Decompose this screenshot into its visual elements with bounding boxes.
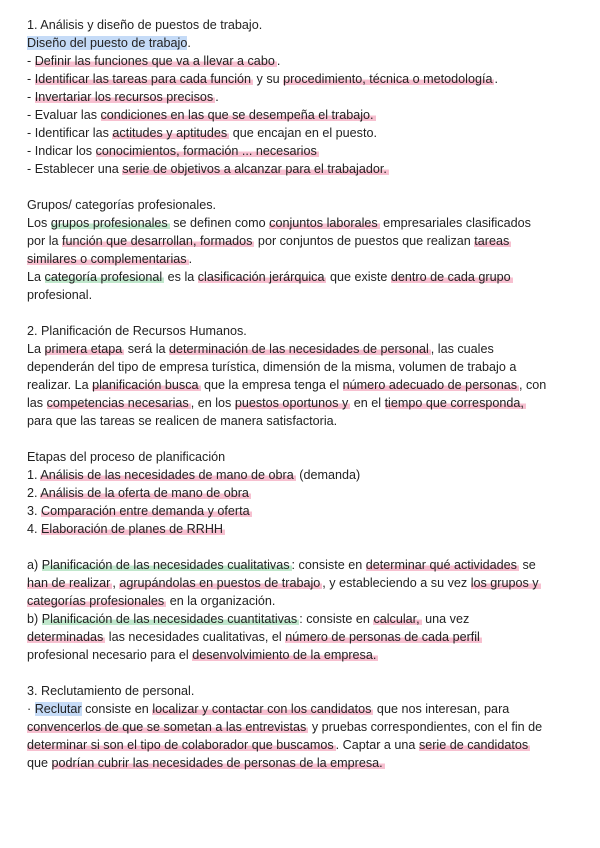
text-line <box>27 214 574 232</box>
highlight-pink: dentro de cada grupo <box>390 270 511 284</box>
highlight-blue: Diseño del puesto de trabajo <box>27 36 188 50</box>
highlight-pink: primera etapa <box>44 342 123 356</box>
text-line <box>27 106 574 124</box>
highlight-pink: función que desarrollan, formados <box>62 234 253 248</box>
text-segment: una vez <box>421 612 470 626</box>
text-segment: · <box>27 702 35 716</box>
highlight-pink: Definir las funciones que va a llevar a cabo <box>34 54 275 68</box>
text-line <box>27 88 574 106</box>
highlight-green: grupos profesionales <box>50 216 168 230</box>
highlight-pink: Identificar las tareas para cada función <box>34 72 252 86</box>
text-segment: que nos interesan, para <box>373 702 510 716</box>
text-line <box>27 160 574 178</box>
text-line <box>27 646 574 664</box>
text-line <box>27 700 574 718</box>
text-segment: para que las tareas se realicen de manera satisfactoria. <box>27 414 338 428</box>
text-segment: que <box>27 756 52 770</box>
text-line <box>27 340 574 358</box>
text-line <box>27 268 574 286</box>
text-line <box>27 484 574 502</box>
text-line <box>27 682 574 700</box>
section-1 <box>27 16 574 178</box>
text-segment: dependerán del tipo de empresa turística, dimensión de la misma, volumen de trabajo a <box>27 360 517 374</box>
text-line <box>27 70 574 88</box>
text-line <box>27 412 574 430</box>
text-segment: se <box>518 558 536 572</box>
text-line <box>27 232 574 250</box>
text-segment: , y estableciendo a su vez <box>322 576 471 590</box>
text-segment: que existe <box>326 270 391 284</box>
highlight-pink: Análisis de la oferta de mano de obra <box>40 486 249 500</box>
text-segment: - Establecer una <box>27 162 123 176</box>
text-line <box>27 754 574 772</box>
highlight-pink: actitudes y aptitudes <box>112 126 228 140</box>
text-segment: , <box>112 576 120 590</box>
highlight-pink: agrupándolas en puestos de trabajo <box>119 576 321 590</box>
highlight-pink: tiempo que corresponda, <box>384 396 524 410</box>
text-segment: que la empresa tenga el <box>200 378 343 392</box>
highlight-pink: puestos oportunos y <box>234 396 349 410</box>
text-segment: es la <box>164 270 198 284</box>
paragraph-gap <box>27 178 574 196</box>
text-segment: . <box>215 90 219 104</box>
highlight-pink: convencerlos de que se sometan a las entrevistas <box>27 720 307 734</box>
text-line <box>27 124 574 142</box>
highlight-pink: determinación de las necesidades de personal <box>169 342 429 356</box>
text-line <box>27 448 574 466</box>
highlight-pink: serie de candidatos <box>418 738 529 752</box>
highlight-pink: Análisis de las necesidades de mano de obra <box>40 468 294 482</box>
text-segment: empresariales clasificados <box>379 216 531 230</box>
highlight-pink: conjuntos laborales <box>269 216 378 230</box>
section-4 <box>27 448 574 538</box>
text-segment: . <box>187 36 191 50</box>
highlight-pink: podrían cubrir las necesidades de personas de la empresa. <box>51 756 383 770</box>
highlight-green: Planificación de las necesidades cuantitativas <box>41 612 298 626</box>
text-segment: Etapas del proceso de planificación <box>27 450 226 464</box>
text-line <box>27 628 574 646</box>
text-line <box>27 610 574 628</box>
text-segment: . <box>494 72 498 86</box>
text-segment: 1. <box>27 468 41 482</box>
text-line <box>27 520 574 538</box>
highlight-green: categoría profesional <box>44 270 163 284</box>
text-line <box>27 358 574 376</box>
text-line <box>27 286 574 304</box>
text-line <box>27 322 574 340</box>
text-segment: - <box>27 90 35 104</box>
highlight-pink: los grupos y <box>470 576 539 590</box>
text-segment: 4. <box>27 522 42 536</box>
text-line <box>27 502 574 520</box>
text-segment: . Captar a una <box>335 738 419 752</box>
text-segment: profesional necesario para el <box>27 648 193 662</box>
text-line <box>27 574 574 592</box>
text-line <box>27 196 574 214</box>
highlight-pink: determinar si son el tipo de colaborador que buscamos <box>27 738 334 752</box>
text-segment: Grupos/ categorías profesionales. <box>27 198 217 212</box>
text-segment: : consiste en <box>291 558 366 572</box>
text-line <box>27 142 574 160</box>
text-segment: , las cuales <box>430 342 494 356</box>
text-segment: Los <box>27 216 51 230</box>
text-segment: que encajan en el puesto. <box>229 126 377 140</box>
text-segment: . <box>188 252 193 266</box>
highlight-pink: número adecuado de personas <box>342 378 517 392</box>
text-segment: , con <box>519 378 547 392</box>
highlight-pink: clasificación jerárquica <box>197 270 325 284</box>
text-segment: b) <box>27 612 42 626</box>
text-line <box>27 466 574 484</box>
text-segment: consiste en <box>81 702 153 716</box>
highlight-blue: Reclutar <box>34 702 82 716</box>
text-segment: las necesidades cualitativas, el <box>105 630 286 644</box>
highlight-pink: han de realizar <box>27 576 111 590</box>
highlight-pink: desenvolvimiento de la empresa. <box>192 648 377 662</box>
text-segment: por la <box>27 234 63 248</box>
text-segment: y su <box>253 72 284 86</box>
text-segment: y pruebas correspondientes, con el fin de <box>308 720 543 734</box>
text-segment: realizar. La <box>27 378 93 392</box>
text-line <box>27 736 574 754</box>
text-line <box>27 592 574 610</box>
highlight-pink: localizar y contactar con los candidatos <box>152 702 372 716</box>
text-line <box>27 394 574 412</box>
highlight-pink: categorías profesionales <box>27 594 165 608</box>
paragraph-gap <box>27 304 574 322</box>
highlight-pink: condiciones en las que se desempeña el trabajo. <box>100 108 374 122</box>
document-body <box>27 16 574 772</box>
text-segment: 2. <box>27 486 41 500</box>
highlight-pink: similares o complementarias <box>27 252 187 266</box>
highlight-pink: serie de objetivos a alcanzar para el trabajador. <box>122 162 387 176</box>
text-segment: 3. <box>27 504 42 518</box>
text-segment: (demanda) <box>295 468 361 482</box>
text-segment: será la <box>124 342 170 356</box>
text-segment: a) <box>27 558 42 572</box>
text-segment: 2. Planificación de Recursos Humanos. <box>27 324 247 338</box>
text-segment: en el <box>350 396 385 410</box>
text-line <box>27 16 574 34</box>
highlight-pink: número de personas de cada perfil <box>285 630 480 644</box>
highlight-pink: Invertariar los recursos precisos <box>34 90 214 104</box>
paragraph-gap <box>27 538 574 556</box>
highlight-pink: determinadas <box>27 630 104 644</box>
text-line <box>27 376 574 394</box>
text-line <box>27 250 574 268</box>
highlight-pink: determinar qué actividades <box>365 558 517 572</box>
section-3 <box>27 322 574 430</box>
paragraph-gap <box>27 430 574 448</box>
highlight-pink: Comparación entre demanda y oferta <box>41 504 250 518</box>
highlight-pink: conocimientos, formación ... necesarios <box>95 144 317 158</box>
text-line <box>27 718 574 736</box>
text-line <box>27 556 574 574</box>
text-segment: - <box>27 72 35 86</box>
section-2 <box>27 196 574 304</box>
text-segment: en la organización. <box>166 594 276 608</box>
text-segment: - Indicar los <box>27 144 96 158</box>
text-segment: 3. Reclutamiento de personal. <box>27 684 195 698</box>
text-segment: , en los <box>190 396 235 410</box>
paragraph-gap <box>27 664 574 682</box>
text-segment: por conjuntos de puestos que realizan <box>254 234 475 248</box>
text-segment: . <box>276 54 281 68</box>
text-segment: las <box>27 396 47 410</box>
section-5 <box>27 556 574 664</box>
highlight-green: Planificación de las necesidades cualitativas <box>41 558 290 572</box>
text-segment: profesional. <box>27 288 93 302</box>
highlight-pink: tareas <box>474 234 510 248</box>
text-segment: se definen como <box>169 216 270 230</box>
highlight-pink: procedimiento, técnica o metodología <box>283 72 493 86</box>
highlight-pink: planificación busca <box>92 378 199 392</box>
text-segment: La <box>27 270 45 284</box>
text-segment: - <box>27 54 35 68</box>
text-segment: - Evaluar las <box>27 108 101 122</box>
text-segment: : consiste en <box>299 612 374 626</box>
text-segment: La <box>27 342 45 356</box>
text-segment: 1. Análisis y diseño de puestos de trabajo. <box>27 18 263 32</box>
text-line <box>27 34 574 52</box>
text-line <box>27 52 574 70</box>
highlight-pink: calcular, <box>373 612 420 626</box>
text-segment: - Identificar las <box>27 126 113 140</box>
highlight-pink: Elaboración de planes de RRHH <box>41 522 224 536</box>
section-6 <box>27 682 574 772</box>
highlight-pink: competencias necesarias <box>46 396 189 410</box>
